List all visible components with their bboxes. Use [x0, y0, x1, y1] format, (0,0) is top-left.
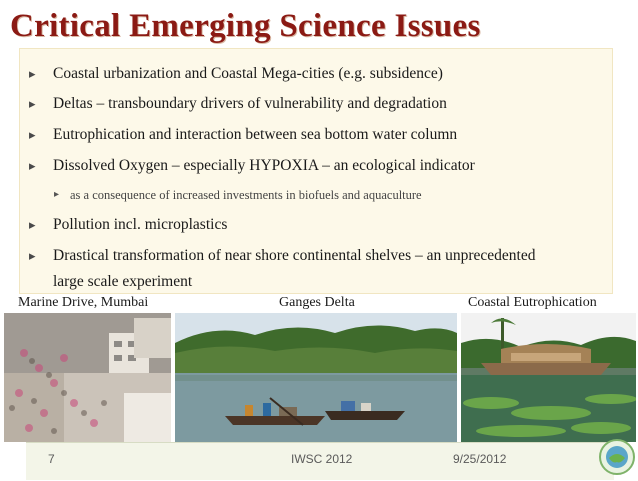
arrow-bullet-icon: ▸	[29, 96, 36, 111]
bullet-text: Coastal urbanization and Coastal Mega-cities (e.g. subsidence)	[53, 65, 443, 82]
sub-bullet-text: as a consequence of increased investments in biofuels and aquaculture	[70, 188, 422, 202]
slide-footer	[26, 442, 614, 480]
bullet-text: Drastical transformation of near shore continental shelves – an unprecedented	[53, 247, 536, 264]
arrow-bullet-icon: ▸	[29, 66, 36, 81]
bullet-item	[29, 245, 536, 267]
caption-mumbai: Marine Drive, Mumbai	[18, 295, 149, 310]
footer-date: 9/25/2012	[453, 452, 507, 466]
caption-ganges: Ganges Delta	[279, 295, 355, 310]
sub-bullet-item	[54, 186, 422, 204]
bullet-item	[29, 63, 443, 85]
slide-title: Critical Emerging Science Issues	[10, 8, 481, 44]
page-number: 7	[48, 452, 55, 466]
bullet-item	[29, 155, 475, 177]
arrow-bullet-icon: ▸	[29, 158, 36, 173]
bullet-continuation	[53, 271, 192, 293]
caption-eutrophication: Coastal Eutrophication	[468, 295, 597, 310]
footer-event: IWSC 2012	[291, 452, 353, 466]
bullet-item	[29, 214, 228, 236]
arrow-bullet-icon: ▸	[29, 217, 36, 232]
bullet-text: Dissolved Oxygen – especially HYPOXIA – an ecological indicator	[53, 157, 475, 174]
bullet-item	[29, 124, 458, 146]
bullet-text: large scale experiment	[53, 273, 193, 290]
arrow-bullet-icon: ▸	[54, 189, 60, 200]
bullet-text: Pollution incl. microplastics	[53, 216, 228, 233]
arrow-bullet-icon: ▸	[29, 127, 36, 142]
arrow-bullet-icon: ▸	[29, 248, 36, 263]
logo-globe-icon	[598, 438, 636, 476]
content-panel	[19, 48, 613, 294]
photo-marine-drive	[4, 313, 171, 442]
bullet-item	[29, 93, 447, 115]
photo-coastal-eutrophication	[461, 313, 636, 442]
bullet-text: Deltas – transboundary drivers of vulnerability and degradation	[53, 95, 447, 112]
photo-ganges-delta	[175, 313, 457, 442]
bullet-text: Eutrophication and interaction between sea bottom water column	[53, 126, 458, 143]
